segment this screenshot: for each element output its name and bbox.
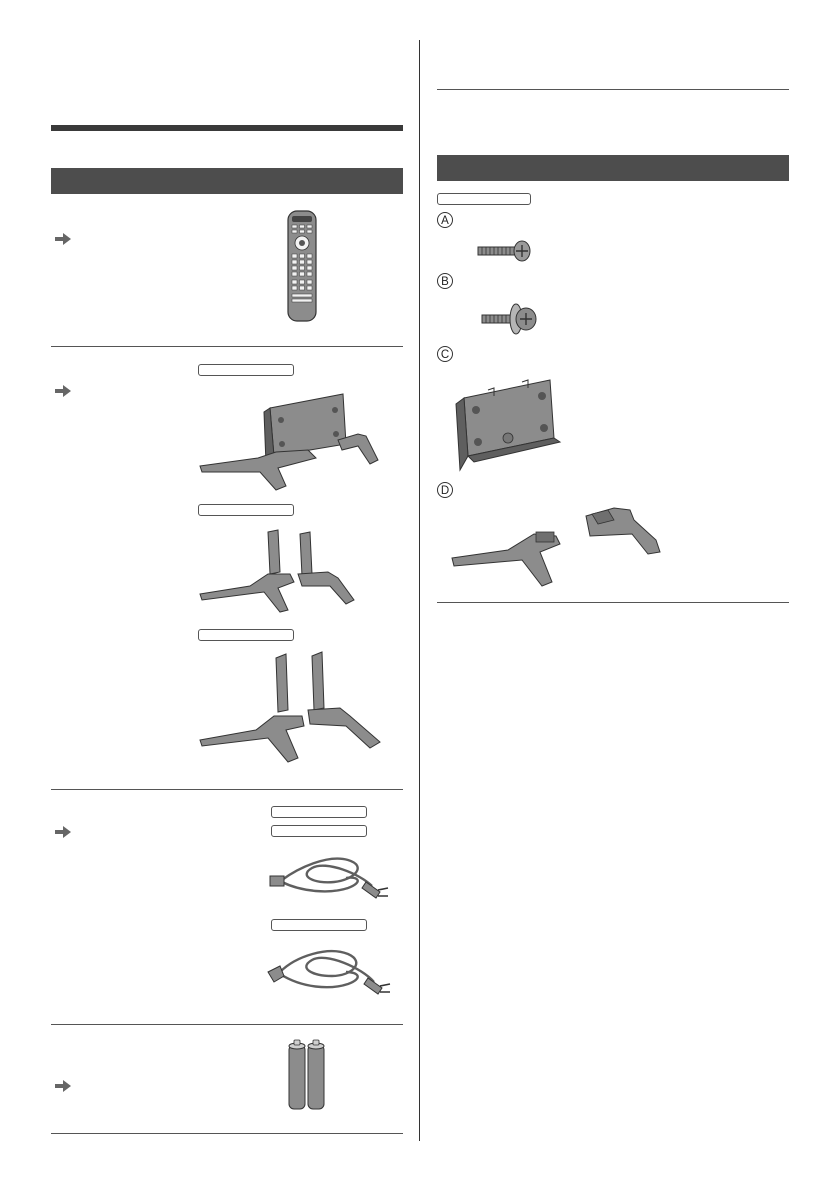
arrow-right-icon xyxy=(55,385,71,397)
pedestal-stand-icon xyxy=(198,650,384,766)
part-label-b: B xyxy=(437,273,453,289)
divider xyxy=(51,346,403,347)
part-label-a: A xyxy=(437,212,453,228)
section-heavy-rule xyxy=(51,125,403,131)
pedestal-stand-icon xyxy=(198,528,368,608)
model-tag xyxy=(271,919,367,931)
model-tag xyxy=(198,504,294,516)
pedestal-stand-icon xyxy=(450,508,574,590)
divider xyxy=(51,1024,403,1025)
section-header-bar-left xyxy=(51,168,403,194)
mains-lead-icon xyxy=(266,942,392,1002)
arrow-right-icon xyxy=(55,233,71,245)
screw-icon xyxy=(480,303,540,335)
pedestal-stand-icon xyxy=(198,386,384,496)
divider xyxy=(51,789,403,790)
column-divider xyxy=(419,40,420,1141)
part-label-d: D xyxy=(437,482,453,498)
divider xyxy=(51,1133,403,1134)
model-tag xyxy=(271,806,367,818)
arrow-right-icon xyxy=(55,1080,71,1092)
arrow-right-icon xyxy=(55,826,71,838)
model-tag xyxy=(437,193,531,205)
divider xyxy=(437,89,789,90)
batteries-icon xyxy=(287,1039,327,1111)
mains-lead-icon xyxy=(268,848,390,908)
model-tag xyxy=(198,629,294,641)
pedestal-stand-icon xyxy=(580,506,664,556)
divider xyxy=(437,602,789,603)
stand-bracket-icon xyxy=(454,376,564,472)
part-label-c: C xyxy=(437,346,453,362)
model-tag xyxy=(198,364,294,376)
model-tag xyxy=(271,825,367,837)
screw-icon xyxy=(476,240,532,262)
section-header-bar-right xyxy=(437,155,789,181)
remote-control-icon xyxy=(287,210,317,322)
